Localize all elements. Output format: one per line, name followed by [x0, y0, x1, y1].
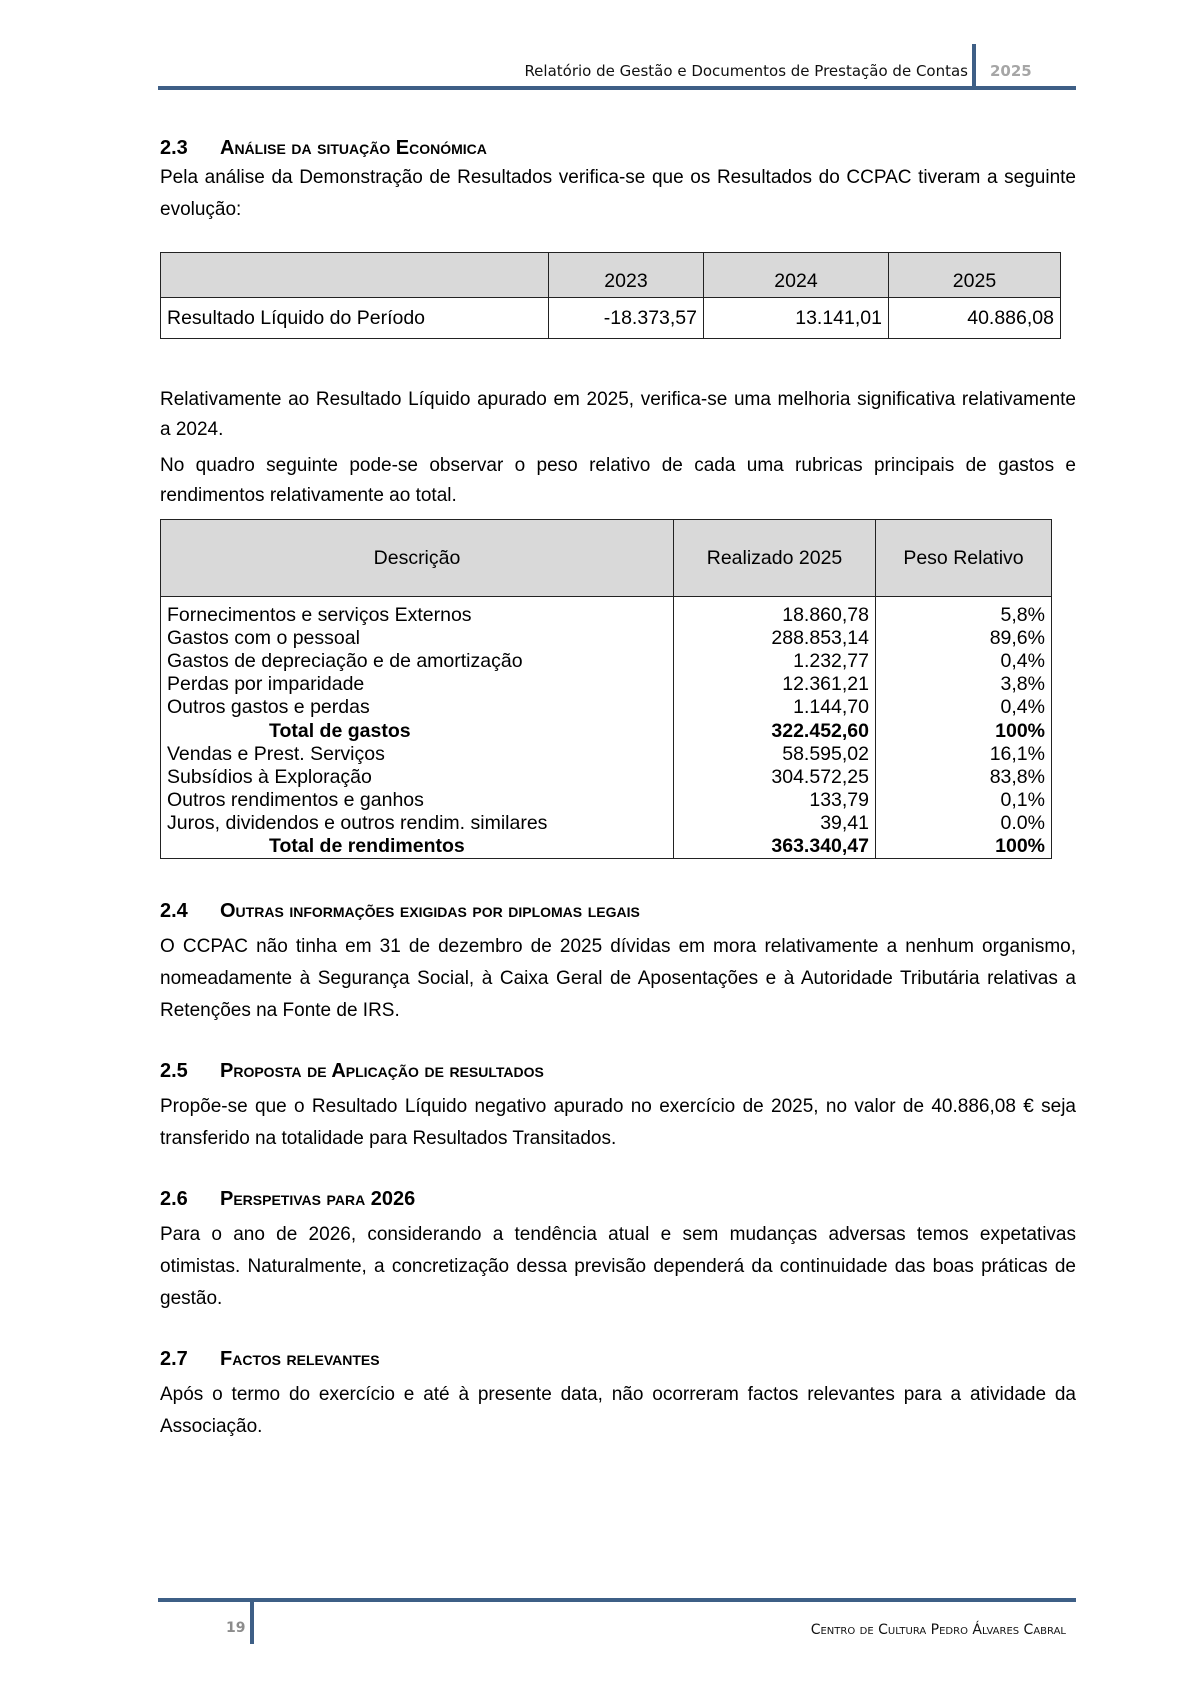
section-title: Outras informações exigidas por diplomas legais: [220, 900, 640, 923]
results-table: [160, 252, 1061, 339]
section-heading-2-6: [160, 1187, 1076, 1211]
row-pct: 0,4%: [876, 696, 1052, 719]
row-pct: 0,1%: [876, 789, 1052, 812]
table-cell-value: 40.886,08: [889, 298, 1061, 339]
row-pct: 0,4%: [876, 649, 1052, 672]
header-year: 2025: [990, 62, 1032, 80]
expenses-income-table: [160, 519, 1052, 859]
table-row: [161, 812, 1052, 835]
row-label: Total de rendimentos: [161, 835, 674, 859]
section-number: 2.7: [160, 1348, 188, 1371]
paragraph: No quadro seguinte pode-se observar o peso relativo de cada uma rubricas principais de gastos e rendimentos relativamente ao total.: [160, 455, 1076, 506]
row-value: 18.860,78: [674, 597, 876, 627]
table-row: [161, 597, 1052, 627]
row-pct: 5,8%: [876, 597, 1052, 627]
table-cell-value: 13.141,01: [704, 298, 889, 339]
header-title: Relatório de Gestão e Documentos de Prestação de Contas: [524, 62, 968, 80]
row-label: Subsídios à Exploração: [161, 765, 674, 788]
row-value: 288.853,14: [674, 626, 876, 649]
row-pct: 100%: [876, 719, 1052, 742]
row-pct: 100%: [876, 835, 1052, 859]
paragraph: Relativamente ao Resultado Líquido apurado em 2025, verifica-se uma melhoria significativa relativamente a 2024.: [160, 389, 1076, 440]
table-row: [161, 673, 1052, 696]
table-cell-value: -18.373,57: [549, 298, 704, 339]
header-rule: [158, 86, 1076, 90]
table-header-row: [161, 520, 1052, 597]
page-number: 19: [226, 1620, 246, 1636]
row-pct: 3,8%: [876, 673, 1052, 696]
section-title: Factos relevantes: [220, 1348, 380, 1371]
row-value: 12.361,21: [674, 673, 876, 696]
section-heading-2-3: [160, 136, 1076, 160]
row-pct: 89,6%: [876, 626, 1052, 649]
footer-separator: [250, 1602, 254, 1644]
table-header-row: [161, 253, 1061, 298]
paragraph-intro: Pela análise da Demonstração de Resultados verifica-se que os Resultados do CCPAC tiveram a seguinte evolução:: [160, 167, 1076, 220]
row-label: Gastos com o pessoal: [161, 626, 674, 649]
table-header-descricao: Descrição: [161, 520, 674, 597]
row-label: Outros rendimentos e ganhos: [161, 789, 674, 812]
footer-organization: Centro de Cultura Pedro Álvares Cabral: [810, 1622, 1066, 1638]
row-label: Total de gastos: [161, 719, 674, 742]
section-number: 2.5: [160, 1060, 188, 1083]
section-title: Perspetivas para 2026: [220, 1188, 416, 1211]
row-value: 58.595,02: [674, 742, 876, 765]
table-header-year: 2023: [549, 253, 704, 298]
row-value: 39,41: [674, 812, 876, 835]
row-label: Outros gastos e perdas: [161, 696, 674, 719]
table-row: [161, 742, 1052, 765]
row-label: Gastos de depreciação e de amortização: [161, 649, 674, 672]
footer-rule: [158, 1598, 1076, 1602]
header-separator: [972, 44, 976, 88]
section-heading-2-7: [160, 1347, 1076, 1371]
table-row: [161, 765, 1052, 788]
table-row: [161, 789, 1052, 812]
table-header-realizado: Realizado 2025: [674, 520, 876, 597]
paragraph: O CCPAC não tinha em 31 de dezembro de 2025 dívidas em mora relativamente a nenhum organismo, nomeadamente à Segurança Social, à Caixa Geral de Aposentações e à Autoridade Tributária relativas a Retenções na Fonte de IRS.: [160, 936, 1076, 1022]
section-number: 2.6: [160, 1188, 188, 1211]
page-content: [160, 136, 1076, 1443]
paragraph: Após o termo do exercício e até à presente data, não ocorreram factos relevantes para a atividade da Associação.: [160, 1384, 1076, 1438]
row-value: 1.232,77: [674, 649, 876, 672]
row-label: Perdas por imparidade: [161, 673, 674, 696]
section-number: 2.4: [160, 900, 188, 923]
paragraph: Propõe-se que o Resultado Líquido negativo apurado no exercício de 2025, no valor de 40.886,08 € seja transferido na totalidade para Resultados Transitados.: [160, 1096, 1076, 1150]
paragraph: Para o ano de 2026, considerando a tendência atual e sem mudanças adversas temos expetativas otimistas. Naturalmente, a concretização dessa previsão dependerá da continuidade das boas práticas de gestão.: [160, 1224, 1076, 1310]
section-heading-2-4: [160, 899, 1076, 923]
page-header: [158, 44, 1076, 90]
page-footer: [158, 1598, 1076, 1648]
row-value: 363.340,47: [674, 835, 876, 859]
row-pct: 83,8%: [876, 765, 1052, 788]
row-value: 304.572,25: [674, 765, 876, 788]
row-label: Juros, dividendos e outros rendim. similares: [161, 812, 674, 835]
table-header-blank: [161, 253, 549, 298]
table-row: [161, 626, 1052, 649]
table-row: [161, 696, 1052, 719]
table-row: [161, 298, 1061, 339]
row-label: Resultado Líquido do Período: [161, 298, 549, 339]
row-value: 322.452,60: [674, 719, 876, 742]
row-pct: 0.0%: [876, 812, 1052, 835]
section-title: Proposta de Aplicação de resultados: [220, 1060, 544, 1083]
table-row: [161, 649, 1052, 672]
section-number: 2.3: [160, 137, 188, 159]
table-row-total: [161, 835, 1052, 859]
table-header-year: 2024: [704, 253, 889, 298]
row-value: 133,79: [674, 789, 876, 812]
row-label: Vendas e Prest. Serviços: [161, 742, 674, 765]
row-label: Fornecimentos e serviços Externos: [161, 597, 674, 627]
section-heading-2-5: [160, 1059, 1076, 1083]
row-pct: 16,1%: [876, 742, 1052, 765]
table-header-year: 2025: [889, 253, 1061, 298]
section-title: Análise da situação Económica: [220, 137, 487, 159]
row-value: 1.144,70: [674, 696, 876, 719]
table-header-peso: Peso Relativo: [876, 520, 1052, 597]
table-row-total: [161, 719, 1052, 742]
